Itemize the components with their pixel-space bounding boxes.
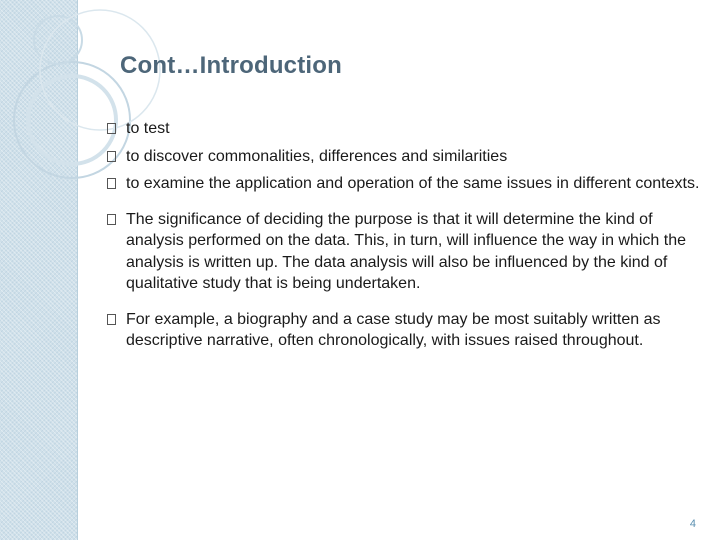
bullet-item: [107, 173, 707, 195]
bullet-item: [107, 146, 707, 168]
bullet-text: to test: [126, 120, 170, 137]
bullet-item: [107, 118, 707, 140]
bullet-text: to discover commonalities, differences and similarities: [126, 147, 508, 165]
bullet-marker-icon: [107, 214, 116, 225]
bullet-item: [107, 209, 707, 295]
bullet-text: to examine the application and operation of the same issues in different contexts.: [126, 175, 700, 192]
bullet-text: For example, a biography and a case study may be most suitably written as descriptive narrative, often chronologically, with issues raised throughout.: [126, 310, 661, 349]
bullet-marker-icon: [107, 178, 116, 189]
bullet-marker-icon: [107, 123, 116, 134]
bullet-marker-icon: [107, 314, 116, 325]
deco-circle-inner: [28, 76, 116, 164]
bullet-marker-icon: [107, 151, 116, 162]
page-number: 4: [689, 518, 696, 530]
slide-title: Cont…Introduction: [120, 52, 343, 79]
bullet-item: [107, 309, 707, 352]
bullet-text: The significance of deciding the purpose is that it will determine the kind of analysis performed on the data. This, in turn, will influence the way in which the analysis is written up. The data analysis will also be influenced by the kind of qualitative study that is being undertaken.: [126, 210, 686, 292]
bullet-list: [107, 118, 707, 352]
